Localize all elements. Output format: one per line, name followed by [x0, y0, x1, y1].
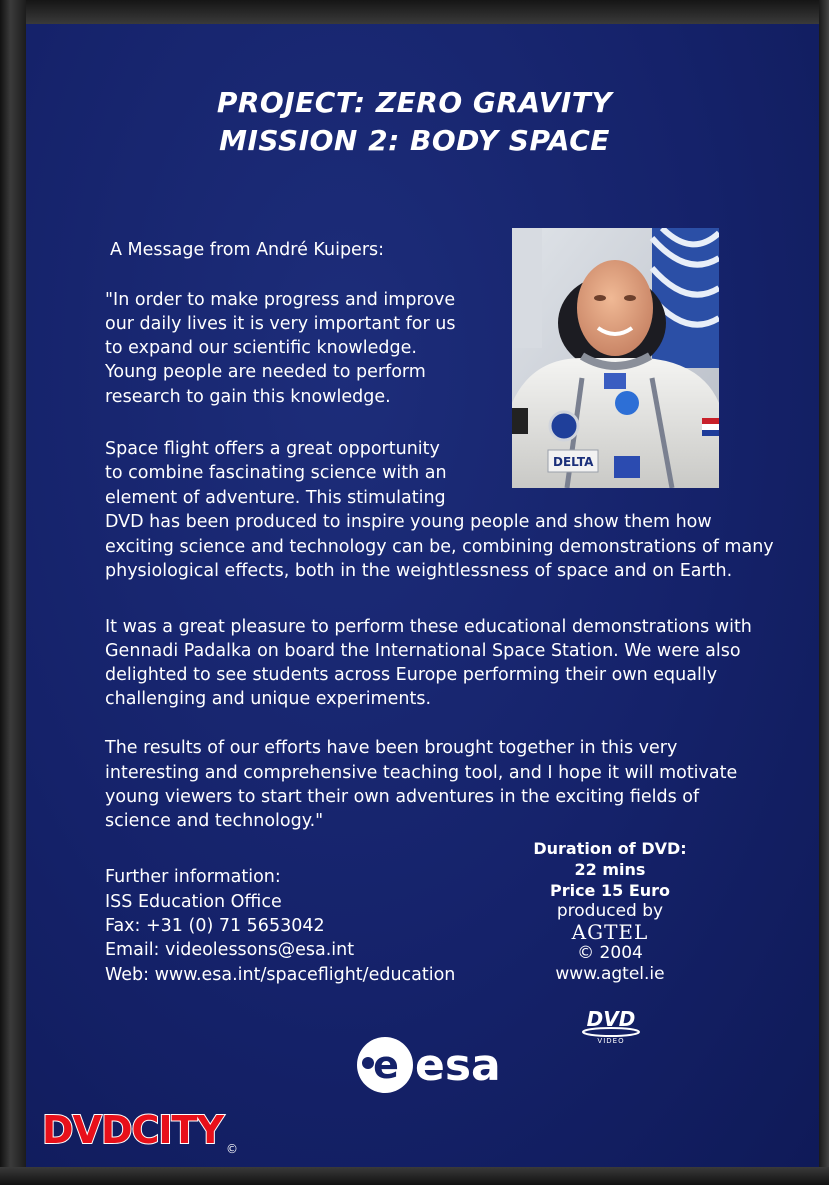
dvd-logo-text: DVD — [586, 1007, 636, 1031]
svg-text:e: e — [373, 1043, 399, 1087]
p3-line: delighted to see students across Europe performing their own equally — [105, 665, 718, 685]
esa-logo-text: esa — [415, 1040, 501, 1091]
price: Price 15 Euro — [549, 881, 671, 900]
p2-line: physiological effects, both in the weightlessness of space and on Earth. — [105, 561, 733, 581]
astronaut-photo — [512, 228, 719, 488]
p2-line: to combine fascinating science with an — [105, 463, 447, 483]
p1-line: "In order to make progress and improve — [105, 290, 456, 310]
dvdcity-watermark: DVDCITY — [42, 1108, 223, 1152]
produced-by: produced by — [556, 901, 664, 921]
p3-line: challenging and unique experiments. — [105, 689, 432, 709]
p2-line: exciting science and technology can be, combining demonstrations of many — [105, 537, 774, 557]
title-line-1: PROJECT: ZERO GRAVITY — [216, 86, 613, 119]
duration-value: 22 mins — [574, 860, 646, 879]
esa-logo — [355, 1036, 525, 1094]
email-address: Email: videolessons@esa.int — [105, 940, 355, 960]
case-spine — [0, 0, 26, 1185]
duration-label: Duration of DVD: — [533, 839, 687, 858]
p1-line: our daily lives it is very important for us — [105, 314, 456, 334]
p4-line: young viewers to start their own adventures in the exciting fields of — [105, 787, 700, 807]
p3-line: It was a great pleasure to perform these educational demonstrations with — [105, 617, 752, 637]
dvd-info-block — [530, 838, 690, 985]
astronaut-portrait-image — [512, 228, 719, 488]
back-cover — [26, 24, 819, 1167]
suit-badge: DELTA — [553, 455, 594, 469]
p2-line: element of adventure. This stimulating — [105, 488, 446, 508]
dvdcity-copyright-icon: © — [226, 1142, 238, 1156]
p4-line: The results of our efforts have been brought together in this very — [105, 738, 678, 758]
copyright-year: © 2004 — [577, 943, 643, 963]
producer-website: www.agtel.ie — [555, 964, 665, 984]
p1-line: Young people are needed to perform — [105, 362, 426, 382]
p1-line: research to gain this knowledge. — [105, 387, 391, 407]
producer-name: AGTEL — [571, 920, 649, 944]
p3-line: Gennadi Padalka on board the International Space Station. We were also — [105, 641, 741, 661]
message-heading: A Message from André Kuipers: — [110, 240, 385, 260]
office-name: ISS Education Office — [105, 892, 282, 912]
case-bottom-edge — [0, 1167, 829, 1185]
further-info-label: Further information: — [105, 867, 281, 887]
dvd-logo-subtext: VIDEO — [597, 1037, 625, 1044]
dvd-video-logo-icon — [579, 1004, 643, 1044]
p1-line: to expand our scientific knowledge. — [105, 338, 417, 358]
p4-line: science and technology." — [105, 811, 324, 831]
p4-line: interesting and comprehensive teaching tool, and I hope it will motivate — [105, 763, 738, 783]
case-top-edge — [0, 0, 829, 24]
web-address: Web: www.esa.int/spaceflight/education — [105, 965, 456, 985]
fax-number: Fax: +31 (0) 71 5653042 — [105, 916, 325, 936]
p2-line: DVD has been produced to inspire young people and show them how — [105, 512, 712, 532]
p2-line: Space flight offers a great opportunity — [105, 439, 440, 459]
case-right-edge — [819, 0, 829, 1185]
title-line-2: MISSION 2: BODY SPACE — [219, 124, 610, 157]
